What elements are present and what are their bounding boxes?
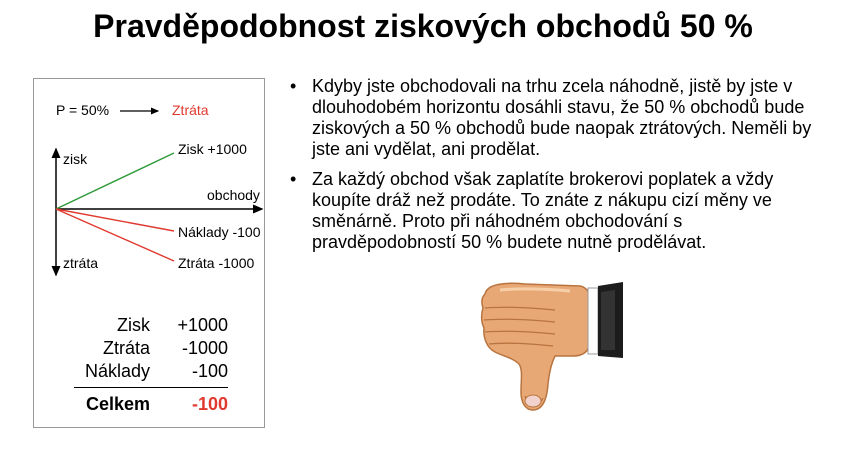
- summary-row-label: Náklady: [84, 361, 150, 381]
- summary-row: [74, 361, 228, 384]
- bullet-text: Kdyby jste obchodovali na trhu zcela náhodně, jistě by jste v dlouhodobém horizontu dosáhli stavu, že 50 % obchodů bude ziskových a 50 % obchodů bude naopak ztrátových. Neměli by jste ani vydělat, ani prodělat.: [312, 76, 812, 159]
- summary-divider: [74, 387, 228, 388]
- costs-line-label: Náklady -100: [178, 224, 261, 240]
- axis-right-label: obchody: [207, 187, 260, 203]
- slide-title: Pravděpodobnost ziskových obchodů 50 %: [93, 8, 753, 44]
- summary-row-value: -100: [191, 361, 228, 381]
- bullet-item: [288, 169, 828, 253]
- summary-total-value: -100: [191, 394, 228, 414]
- bullet-marker: •: [290, 76, 297, 96]
- bullet-text: Za každý obchod však zaplatíte brokerovi poplatek a vždy koupíte dráž než prodáte. To znáte z nákupu cizí měny ve směnárně. Proto při náhodném obchodování s pravděpodobností 50 % budete nutně prodělávat.: [312, 169, 774, 252]
- axis-up-label: zisk: [63, 151, 88, 167]
- summary-total-row: [74, 394, 228, 420]
- prob-result-label: Ztráta: [172, 102, 209, 118]
- bullet-list: [288, 76, 828, 262]
- gain-line-label: Zisk +1000: [178, 141, 247, 157]
- summary-row: [74, 338, 228, 361]
- axis-down-label: ztráta: [63, 255, 99, 271]
- summary-total-label: Celkem: [85, 394, 150, 414]
- summary-row-value: +1000: [177, 315, 228, 335]
- loss-line-label: Ztráta -1000: [178, 255, 255, 271]
- loss-line: [56, 209, 174, 261]
- probability-diagram-panel: [33, 78, 265, 428]
- bullet-marker: •: [290, 169, 297, 189]
- costs-line: [56, 209, 174, 231]
- bullet-item: [288, 76, 828, 160]
- summary-row: [74, 315, 228, 338]
- thumbs-down-icon: [455, 272, 625, 422]
- summary-row-label: Zisk: [117, 315, 150, 335]
- prob-label: P = 50%: [56, 102, 110, 118]
- summary-row-value: -1000: [181, 338, 228, 358]
- summary-row-label: Ztráta: [102, 338, 150, 358]
- summary-table: [74, 315, 228, 420]
